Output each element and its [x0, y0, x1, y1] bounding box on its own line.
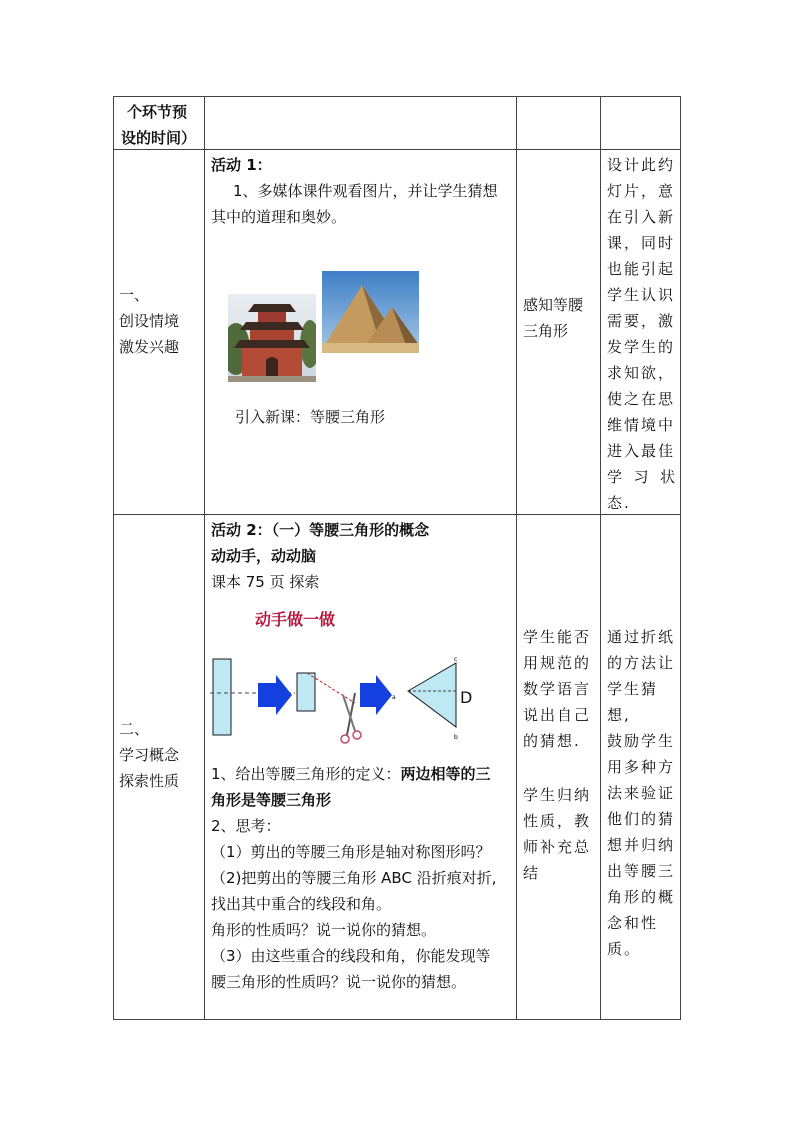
- handson-caption: 动手做一做: [255, 610, 336, 629]
- row1-stage-label: 一、 创设情境 激发兴趣: [119, 286, 180, 356]
- folded-paper-shape: [297, 673, 315, 711]
- svg-text:b: b: [454, 734, 458, 741]
- column-divider-1: [204, 96, 205, 1020]
- intro-new-lesson: 引入新课：等腰三角形: [235, 408, 386, 426]
- row1-activity-title: 活动 1：: [211, 156, 272, 174]
- textbook-reference: 课本 75 页 探索: [211, 573, 320, 591]
- table-border-top: [113, 96, 681, 97]
- stage-time-header: 个环节预 设的时间）: [121, 103, 197, 147]
- row2-student-activity-a: 学生能否 用规范的 数学语言 说出自己 的猜想.: [523, 628, 592, 750]
- isosceles-triangle-shape: [408, 663, 456, 727]
- arrow-right-shape: [258, 675, 292, 715]
- row1-design-intent: 设计此约 灯片，意 在引入新 课，同时 也能引起 学生认识 需要，激 发学生的 求知欲， 使之在思 维情境中 进入最佳 学习状态.: [607, 156, 677, 512]
- paper-folding-diagram: [210, 653, 500, 745]
- column-divider-2: [516, 96, 517, 1020]
- arrow-right-2-shape: [360, 675, 392, 715]
- svg-text:c: c: [454, 656, 458, 663]
- column-divider-3: [600, 96, 601, 1020]
- pagoda-photo: [228, 294, 316, 382]
- paper-strip-shape: [213, 659, 231, 735]
- row-divider-2: [113, 514, 681, 515]
- row1-student-activity: 感知等腰 三角形: [523, 296, 584, 340]
- table-border-left: [113, 96, 114, 1020]
- row2-stage-label: 二、 学习概念 探索性质: [119, 720, 180, 790]
- think-questions: 2、思考： （1）剪出的等腰三角形是轴对称图形吗？ （2)把剪出的等腰三角形 ABC 沿折痕对折, 找出其中重合的线段和角。 角形的性质吗？说一说你的猜想。 （3）由这些重合的线段和角，你能发现等 腰三角形的性质吗？说一说你的猜想。: [211, 817, 497, 991]
- row2-activity-title: 活动 2：（一）等腰三角形的概念: [211, 521, 430, 539]
- row2-student-activity-b: 学生归纳 性质，教 师补充总 结: [523, 786, 592, 882]
- svg-text:a: a: [392, 694, 396, 701]
- row-divider-1: [113, 149, 681, 150]
- row2-activity-subtitle: 动动手，动动脑: [211, 547, 317, 565]
- row2-design-intent: 通过折纸 的方法让 学生猜想, 鼓励学生 用多种方 法来验证 他们的猜 想并归纳 出等腰三 角形的概 念和性质。: [607, 628, 676, 958]
- definition-text: 1、给出等腰三角形的定义：两边相等的三 角形是等腰三角形: [211, 765, 491, 809]
- table-border-bottom: [113, 1019, 681, 1020]
- pyramids-photo: [322, 271, 419, 353]
- lesson-plan-table: [113, 96, 681, 1020]
- row1-activity-text: 1、多媒体课件观看图片，并让学生猜想 其中的道理和奥妙。: [211, 182, 498, 226]
- diagram-label-d: D: [460, 688, 473, 707]
